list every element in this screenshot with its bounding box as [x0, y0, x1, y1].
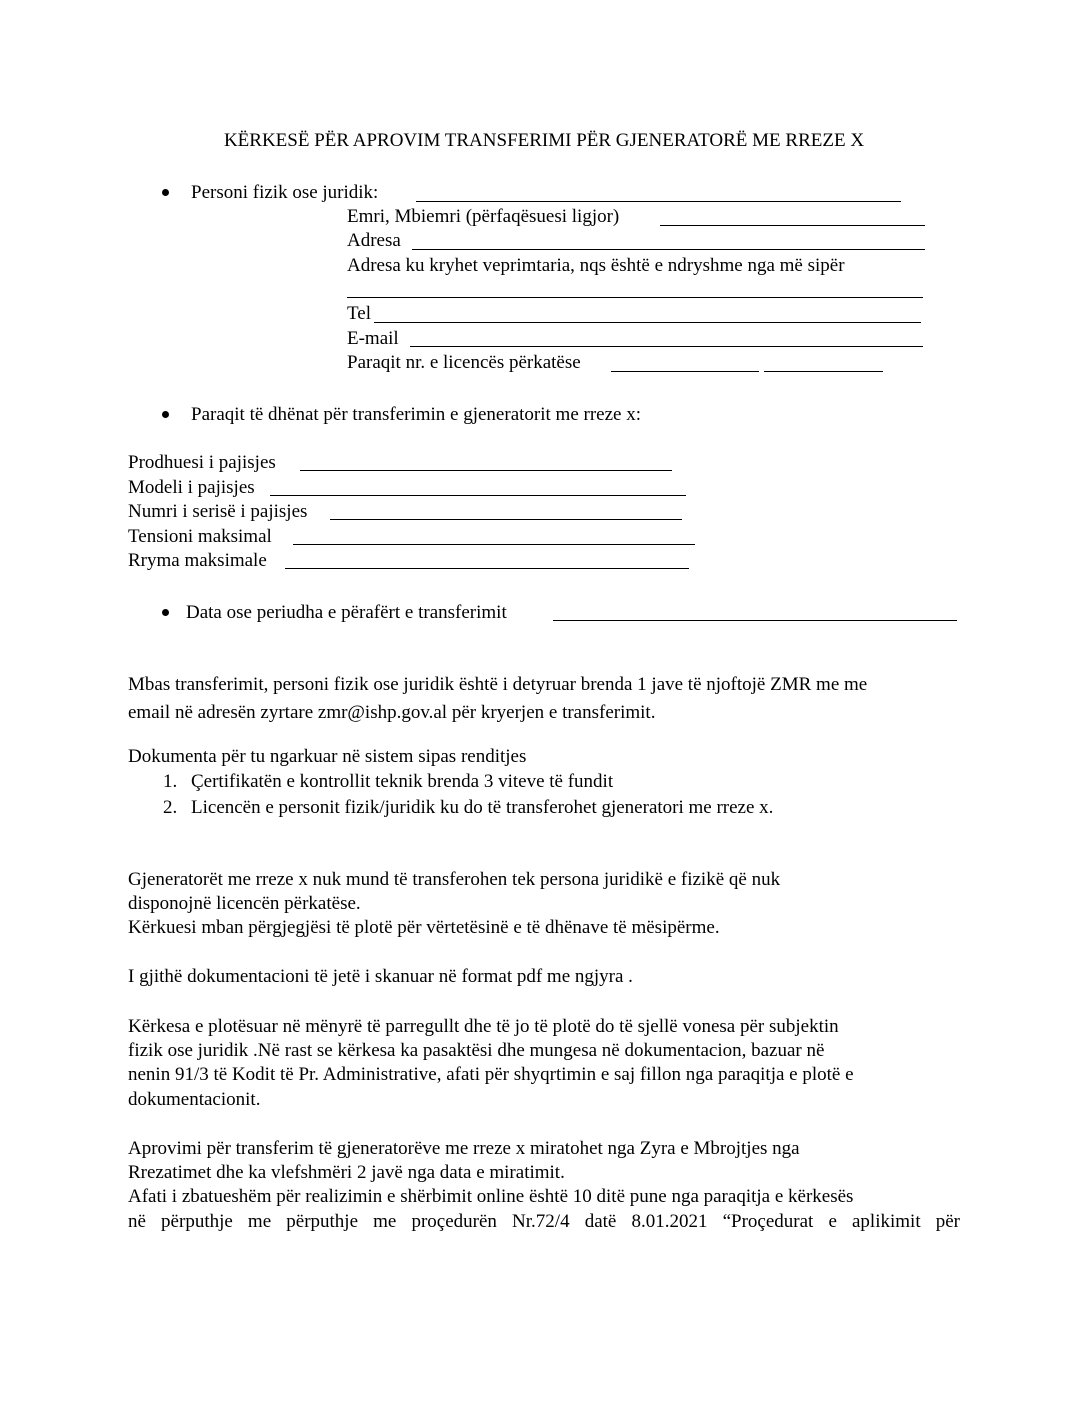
field-address: Adresa [347, 230, 401, 251]
documents-item: Çertifikatën e kontrollit teknik brenda 3 viteve të fundit [191, 771, 614, 792]
fill-line-activity-address[interactable] [347, 297, 923, 298]
field-max-current: Rryma maksimale [128, 550, 267, 571]
paragraph-line: I gjithë dokumentacioni të jetë i skanuar në format pdf me ngjyra . [128, 966, 633, 987]
fill-line-legal-rep[interactable] [660, 225, 925, 226]
field-manufacturer: Prodhuesi i pajisjes [128, 452, 276, 473]
bullet-icon [162, 609, 169, 616]
documents-item: Licencën e personit fizik/juridik ku do të transferohet gjeneratori me rreze x. [191, 797, 774, 818]
paragraph-line: Rrezatimet dhe ka vlefshmëri 2 javë nga data e miratimit. [128, 1162, 565, 1183]
fill-line-manufacturer[interactable] [300, 470, 672, 471]
field-model: Modeli i pajisjes [128, 477, 255, 498]
paragraph-line: Gjeneratorët me rreze x nuk mund të transferohen tek persona juridikë e fizikë që nuk [128, 869, 781, 890]
fill-line-model[interactable] [270, 495, 686, 496]
field-serial-number: Numri i serisë i pajisjes [128, 501, 308, 522]
fill-line-tel[interactable] [374, 322, 921, 323]
fill-line-serial-number[interactable] [330, 519, 682, 520]
documents-item-number: 2. [163, 797, 178, 818]
bullet-icon [162, 189, 169, 196]
documents-item-number: 1. [163, 771, 178, 792]
fill-line-license-2[interactable] [764, 371, 883, 372]
fill-line-entity[interactable] [416, 201, 901, 202]
field-max-voltage: Tensioni maksimal [128, 526, 272, 547]
paragraph-line: nenin 91/3 të Kodit të Pr. Administrative, afati për shyqrtimin e saj fillon nga paraqitja e plotë e [128, 1064, 854, 1085]
fill-line-email[interactable] [410, 346, 923, 347]
bullet-icon [162, 411, 169, 418]
fill-line-max-current[interactable] [285, 568, 689, 569]
paragraph-line: në përputhje me përputhje me proçedurën Nr.72/4 datë 8.01.2021 “Proçedurat e aplikimit për [128, 1211, 960, 1232]
field-email: E-mail [347, 328, 399, 349]
fill-line-transfer-date[interactable] [553, 620, 957, 621]
paragraph-line: fizik ose juridik .Në rast se kërkesa ka pasaktësi dhe mungesa në dokumentacion, bazuar në [128, 1040, 825, 1061]
fill-line-license-1[interactable] [611, 371, 759, 372]
paragraph-line: Kërkesa e plotësuar në mënyrë të parregullt dhe të jo të plotë do të sjellë vonesa për subjektin [128, 1016, 839, 1037]
paragraph-line: disponojnë licencën përkatëse. [128, 893, 361, 914]
fill-line-address[interactable] [412, 249, 925, 250]
fill-line-max-voltage[interactable] [293, 544, 695, 545]
paragraph-line: dokumentacionit. [128, 1089, 261, 1110]
documents-heading: Dokumenta për tu ngarkuar në sistem sipas renditjes [128, 746, 527, 767]
section1-label: Personi fizik ose juridik: [191, 182, 379, 203]
field-tel: Tel [347, 303, 371, 324]
notice-line: email në adresën zyrtare zmr@ishp.gov.al për kryerjen e transferimit. [128, 702, 656, 723]
field-legal-rep: Emri, Mbiemri (përfaqësuesi ligjor) [347, 206, 620, 227]
section3-label: Data ose periudha e përafërt e transferimit [186, 602, 507, 623]
field-activity-address: Adresa ku kryhet veprimtaria, nqs është e ndryshme nga më sipër [347, 255, 845, 276]
document-title: KËRKESË PËR APROVIM TRANSFERIMI PËR GJENERATORË ME RREZE X [223, 130, 865, 151]
paragraph-line: Aprovimi për transferim të gjeneratorëve me rreze x miratohet nga Zyra e Mbrojtjes nga [128, 1138, 800, 1159]
section2-label: Paraqit të dhënat për transferimin e gjeneratorit me rreze x: [191, 404, 641, 425]
paragraph-line: Afati i zbatueshëm për realizimin e shërbimit online është 10 ditë pune nga paraqitja e kërkesës [128, 1186, 854, 1207]
paragraph-line: Kërkuesi mban përgjegjësi të plotë për vërtetësinë e të dhënave të mësipërme. [128, 917, 720, 938]
notice-line: Mbas transferimit, personi fizik ose juridik është i detyruar brenda 1 jave të njoftojë ZMR me me [128, 674, 868, 695]
field-license-number: Paraqit nr. e licencës përkatëse [347, 352, 581, 373]
